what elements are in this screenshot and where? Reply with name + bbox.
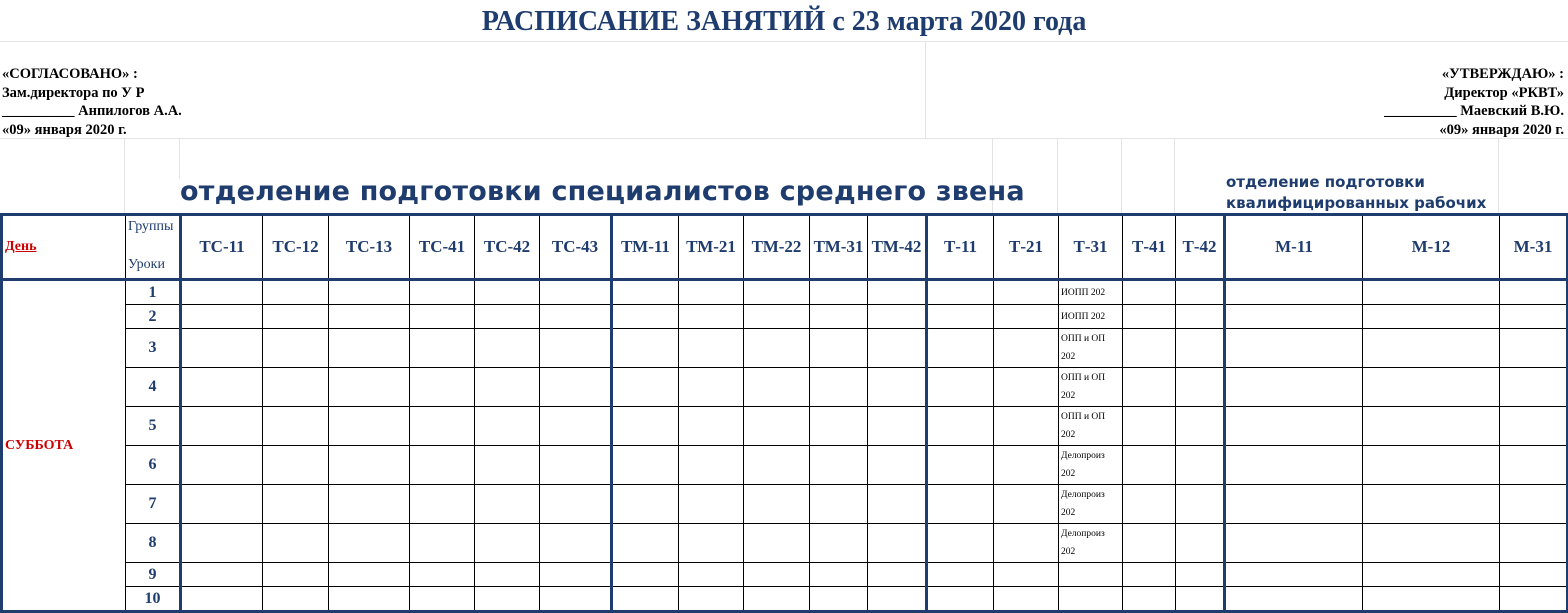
schedule-cell[interactable] [410, 524, 475, 563]
schedule-cell[interactable] [994, 563, 1059, 587]
approval-agreed-block [2, 65, 182, 139]
schedule-cell[interactable] [329, 563, 410, 587]
schedule-cell[interactable] [744, 280, 810, 305]
schedule-cell[interactable] [1176, 563, 1225, 587]
lesson-number: 6 [126, 446, 181, 485]
schedule-cell[interactable] [927, 280, 994, 305]
approval-agreed-date: «09» января 2020 г. [2, 121, 127, 138]
schedule-cell[interactable] [1123, 563, 1176, 587]
schedule-cell[interactable] [994, 305, 1059, 329]
schedule-cell[interactable] [868, 329, 927, 368]
schedule-cell[interactable] [1363, 368, 1500, 407]
schedule-cell[interactable] [679, 563, 744, 587]
lessons-label: Уроки [128, 257, 165, 272]
schedule-cell[interactable] [1500, 407, 1568, 446]
schedule-cell[interactable] [329, 305, 410, 329]
schedule-cell[interactable] [1363, 587, 1500, 612]
schedule-cell[interactable] [1176, 368, 1225, 407]
schedule-cell[interactable] [612, 587, 679, 612]
schedule-cell[interactable] [1123, 329, 1176, 368]
schedule-cell[interactable] [181, 329, 263, 368]
schedule-cell[interactable] [263, 485, 329, 524]
schedule-cell[interactable] [1176, 446, 1225, 485]
schedule-cell[interactable] [475, 329, 540, 368]
day-cell-saturday: СУББОТА [2, 280, 126, 612]
schedule-cell[interactable] [1123, 485, 1176, 524]
schedule-title: РАСПИСАНИЕ ЗАНЯТИЙ с 23 марта 2020 года [481, 6, 1087, 37]
schedule-cell[interactable] [868, 587, 927, 612]
schedule-cell[interactable] [744, 485, 810, 524]
schedule-cell[interactable] [540, 524, 612, 563]
schedule-cell[interactable] [540, 329, 612, 368]
schedule-cell[interactable] [1059, 329, 1123, 368]
schedule-cell[interactable] [329, 485, 410, 524]
schedule-cell[interactable] [410, 587, 475, 612]
schedule-cell[interactable] [927, 305, 994, 329]
approval-approved-heading: «УТВЕРЖДАЮ» : [1441, 66, 1564, 82]
schedule-cell[interactable] [1363, 329, 1500, 368]
lesson-number: 9 [126, 563, 181, 587]
approval-agreed-heading: «СОГЛАСОВАНО» : [2, 66, 138, 82]
lesson-entry-text: Делопроиз [1061, 529, 1105, 539]
schedule-cell[interactable] [612, 280, 679, 305]
schedule-cell[interactable] [927, 485, 994, 524]
schedule-cell[interactable] [263, 280, 329, 305]
schedule-cell[interactable] [810, 305, 868, 329]
group-header: ТС-43 [540, 215, 612, 280]
lesson-entry-text: 202 [1061, 469, 1076, 479]
schedule-cell[interactable] [810, 280, 868, 305]
lesson-number: 10 [126, 587, 181, 612]
schedule-cell[interactable] [475, 587, 540, 612]
lesson-entry-text: ИОПП 202 [1061, 287, 1106, 298]
lesson-entry-text: ИОПП 202 [1061, 311, 1106, 322]
schedule-cell[interactable] [181, 563, 263, 587]
schedule-cell[interactable] [1123, 446, 1176, 485]
schedule-cell[interactable] [744, 524, 810, 563]
schedule-cell[interactable] [679, 587, 744, 612]
schedule-cell[interactable] [1123, 524, 1176, 563]
schedule-cell[interactable] [181, 446, 263, 485]
lesson-number: 5 [126, 407, 181, 446]
schedule-cell[interactable] [1059, 446, 1123, 485]
schedule-cell[interactable] [1176, 305, 1225, 329]
schedule-cell[interactable] [679, 368, 744, 407]
lesson-row [2, 485, 1568, 524]
schedule-cell[interactable] [475, 280, 540, 305]
schedule-cell[interactable] [994, 329, 1059, 368]
schedule-cell[interactable] [181, 587, 263, 612]
group-header: ТМ-11 [612, 215, 679, 280]
schedule-cell[interactable] [1363, 524, 1500, 563]
schedule-cell[interactable] [744, 305, 810, 329]
lesson-row [2, 368, 1568, 407]
schedule-cell[interactable] [181, 305, 263, 329]
group-header: ТС-11 [181, 215, 263, 280]
schedule-cell[interactable] [994, 485, 1059, 524]
schedule-cell[interactable] [475, 524, 540, 563]
schedule-cell[interactable] [1123, 407, 1176, 446]
schedule-cell[interactable] [1123, 587, 1176, 612]
group-header: Т-41 [1123, 215, 1176, 280]
schedule-cell[interactable] [868, 280, 927, 305]
schedule-cell[interactable] [868, 563, 927, 587]
schedule-cell[interactable] [1225, 446, 1363, 485]
schedule-cell[interactable] [329, 407, 410, 446]
group-header: ТС-13 [329, 215, 410, 280]
schedule-cell[interactable] [540, 280, 612, 305]
lesson-entry-text: 202 [1061, 352, 1076, 362]
schedule-cell[interactable] [475, 305, 540, 329]
group-header: ТС-42 [475, 215, 540, 280]
group-header: Т-31 [1059, 215, 1123, 280]
lesson-row [2, 587, 1568, 612]
schedule-cell[interactable] [927, 587, 994, 612]
schedule-cell[interactable] [927, 563, 994, 587]
schedule-cell[interactable] [612, 485, 679, 524]
department-mid-level-heading: отделение подготовки специалистов среднего звена [180, 176, 1025, 207]
schedule-cell[interactable] [329, 524, 410, 563]
schedule-cell[interactable] [1059, 280, 1123, 305]
group-header: ТС-12 [263, 215, 329, 280]
schedule-cell[interactable] [868, 485, 927, 524]
lesson-number: 3 [126, 329, 181, 368]
schedule-cell[interactable] [868, 305, 927, 329]
schedule-cell[interactable] [1123, 280, 1176, 305]
schedule-cell[interactable] [744, 563, 810, 587]
day-column-header: День [2, 215, 126, 280]
lesson-row [2, 329, 1568, 368]
schedule-cell[interactable] [1059, 587, 1123, 612]
schedule-cell[interactable] [540, 587, 612, 612]
lesson-entry-text: 202 [1061, 547, 1076, 557]
schedule-cell[interactable] [810, 368, 868, 407]
schedule-cell[interactable] [612, 407, 679, 446]
group-header: ТМ-42 [868, 215, 927, 280]
schedule-cell[interactable] [1176, 587, 1225, 612]
groups-label: Группы [128, 219, 174, 234]
schedule-cell[interactable] [1059, 563, 1123, 587]
schedule-cell[interactable] [263, 563, 329, 587]
schedule-cell[interactable] [1500, 368, 1568, 407]
groups-lessons-header [126, 215, 181, 280]
group-header: М-11 [1225, 215, 1363, 280]
schedule-cell[interactable] [540, 407, 612, 446]
schedule-cell[interactable] [744, 368, 810, 407]
group-header: ТМ-22 [744, 215, 810, 280]
schedule-cell[interactable] [1225, 407, 1363, 446]
schedule-cell[interactable] [1500, 305, 1568, 329]
schedule-cell[interactable] [410, 305, 475, 329]
schedule-cell[interactable] [329, 587, 410, 612]
schedule-cell[interactable] [1500, 280, 1568, 305]
schedule-cell[interactable] [1363, 485, 1500, 524]
lesson-row [2, 280, 1568, 305]
schedule-cell[interactable] [744, 587, 810, 612]
group-header: ТМ-31 [810, 215, 868, 280]
schedule-cell[interactable] [994, 368, 1059, 407]
schedule-cell[interactable] [540, 485, 612, 524]
lesson-entry-text: ОПП и ОП [1061, 373, 1106, 383]
schedule-cell[interactable] [927, 368, 994, 407]
schedule-cell[interactable] [1225, 329, 1363, 368]
schedule-cell[interactable] [263, 446, 329, 485]
schedule-cell[interactable] [1225, 563, 1363, 587]
schedule-cell[interactable] [1500, 563, 1568, 587]
schedule-cell[interactable] [410, 446, 475, 485]
schedule-cell[interactable] [475, 407, 540, 446]
schedule-cell[interactable] [181, 280, 263, 305]
approval-approved-position: Директор «РКВТ» [1444, 84, 1564, 101]
lesson-entry-text: Делопроиз [1061, 490, 1105, 500]
schedule-cell[interactable] [263, 524, 329, 563]
schedule-cell[interactable] [810, 587, 868, 612]
schedule-cell[interactable] [744, 329, 810, 368]
schedule-cell[interactable] [612, 563, 679, 587]
lesson-entry-text: 202 [1061, 391, 1076, 401]
lesson-entry-text: ОПП и ОП [1061, 412, 1106, 422]
schedule-cell[interactable] [1500, 329, 1568, 368]
schedule-cell[interactable] [410, 563, 475, 587]
lesson-row [2, 446, 1568, 485]
schedule-cell[interactable] [868, 368, 927, 407]
schedule-cell[interactable] [1059, 485, 1123, 524]
schedule-cell[interactable] [181, 524, 263, 563]
schedule-cell[interactable] [612, 524, 679, 563]
schedule-cell[interactable] [1123, 305, 1176, 329]
schedule-cell[interactable] [1363, 305, 1500, 329]
lesson-row [2, 407, 1568, 446]
schedule-cell[interactable] [679, 524, 744, 563]
schedule-cell[interactable] [181, 485, 263, 524]
schedule-cell[interactable] [329, 329, 410, 368]
schedule-cell[interactable] [329, 280, 410, 305]
schedule-cell[interactable] [410, 407, 475, 446]
schedule-cell[interactable] [679, 305, 744, 329]
schedule-cell[interactable] [810, 563, 868, 587]
schedule-cell[interactable] [263, 305, 329, 329]
schedule-cell[interactable] [1225, 524, 1363, 563]
lesson-row [2, 563, 1568, 587]
lesson-number: 1 [126, 280, 181, 305]
group-header: М-31 [1500, 215, 1568, 280]
schedule-cell[interactable] [810, 446, 868, 485]
schedule-cell[interactable] [994, 524, 1059, 563]
schedule-cell[interactable] [181, 407, 263, 446]
schedule-cell[interactable] [612, 368, 679, 407]
schedule-cell[interactable] [612, 305, 679, 329]
schedule-cell[interactable] [810, 329, 868, 368]
schedule-cell[interactable] [475, 563, 540, 587]
schedule-cell[interactable] [1059, 305, 1123, 329]
schedule-cell[interactable] [810, 485, 868, 524]
lesson-number: 8 [126, 524, 181, 563]
approval-approved-signature: __________ Маевский В.Ю. [1384, 103, 1564, 119]
schedule-cell[interactable] [540, 368, 612, 407]
schedule-cell[interactable] [1500, 485, 1568, 524]
schedule-cell[interactable] [1225, 368, 1363, 407]
schedule-cell[interactable] [540, 305, 612, 329]
schedule-table [0, 213, 1568, 613]
schedule-cell[interactable] [1176, 407, 1225, 446]
schedule-cell[interactable] [927, 524, 994, 563]
schedule-cell[interactable] [1059, 524, 1123, 563]
schedule-cell[interactable] [410, 280, 475, 305]
schedule-cell[interactable] [263, 368, 329, 407]
lesson-number: 7 [126, 485, 181, 524]
approval-agreed-position: Зам.директора по У Р [2, 84, 145, 101]
schedule-cell[interactable] [1059, 407, 1123, 446]
schedule-cell[interactable] [868, 524, 927, 563]
schedule-cell[interactable] [1225, 587, 1363, 612]
schedule-cell[interactable] [1123, 368, 1176, 407]
schedule-cell[interactable] [927, 446, 994, 485]
schedule-cell[interactable] [868, 407, 927, 446]
group-header: Т-42 [1176, 215, 1225, 280]
schedule-cell[interactable] [540, 563, 612, 587]
lesson-row [2, 524, 1568, 563]
schedule-cell[interactable] [868, 446, 927, 485]
group-header: М-12 [1363, 215, 1500, 280]
schedule-cell[interactable] [612, 329, 679, 368]
lesson-entry-text: 202 [1061, 508, 1076, 518]
department-workers-line2: квалифицированных рабочих [1226, 194, 1487, 212]
schedule-cell[interactable] [1500, 524, 1568, 563]
group-header: Т-11 [927, 215, 994, 280]
schedule-cell[interactable] [475, 446, 540, 485]
schedule-cell[interactable] [679, 407, 744, 446]
schedule-cell[interactable] [1176, 485, 1225, 524]
schedule-cell[interactable] [540, 446, 612, 485]
schedule-cell[interactable] [475, 485, 540, 524]
schedule-cell[interactable] [994, 280, 1059, 305]
schedule-cell[interactable] [475, 368, 540, 407]
table-header-row [2, 215, 1568, 280]
lesson-number: 2 [126, 305, 181, 329]
lesson-entry-text: Делопроиз [1061, 451, 1105, 461]
lesson-entry-text: 202 [1061, 430, 1076, 440]
schedule-cell[interactable] [994, 446, 1059, 485]
schedule-cell[interactable] [1363, 563, 1500, 587]
group-header: ТС-41 [410, 215, 475, 280]
approval-approved-block [1384, 65, 1564, 139]
schedule-cell[interactable] [810, 524, 868, 563]
schedule-cell[interactable] [744, 446, 810, 485]
department-workers-line1: отделение подготовки [1226, 173, 1425, 191]
schedule-cell[interactable] [994, 407, 1059, 446]
schedule-cell[interactable] [679, 329, 744, 368]
schedule-cell[interactable] [1176, 329, 1225, 368]
schedule-cell[interactable] [1176, 280, 1225, 305]
group-header: ТМ-21 [679, 215, 744, 280]
schedule-cell[interactable] [679, 446, 744, 485]
schedule-cell[interactable] [1176, 524, 1225, 563]
schedule-cell[interactable] [329, 368, 410, 407]
schedule-cell[interactable] [744, 407, 810, 446]
schedule-cell[interactable] [410, 368, 475, 407]
schedule-cell[interactable] [263, 587, 329, 612]
schedule-cell[interactable] [1225, 280, 1363, 305]
lesson-number: 4 [126, 368, 181, 407]
schedule-cell[interactable] [1500, 446, 1568, 485]
lesson-row [2, 305, 1568, 329]
lesson-entry-text: ОПП и ОП [1061, 334, 1106, 344]
schedule-cell[interactable] [612, 446, 679, 485]
schedule-cell[interactable] [263, 407, 329, 446]
schedule-cell[interactable] [410, 485, 475, 524]
schedule-cell[interactable] [263, 329, 329, 368]
schedule-cell[interactable] [1500, 587, 1568, 612]
schedule-cell[interactable] [181, 368, 263, 407]
schedule-cell[interactable] [1225, 305, 1363, 329]
schedule-cell[interactable] [927, 329, 994, 368]
schedule-cell[interactable] [1363, 407, 1500, 446]
schedule-cell[interactable] [679, 485, 744, 524]
schedule-cell[interactable] [679, 280, 744, 305]
approval-approved-date: «09» января 2020 г. [1439, 121, 1564, 138]
department-workers-heading [1226, 172, 1486, 214]
schedule-cell[interactable] [329, 446, 410, 485]
schedule-cell[interactable] [1225, 485, 1363, 524]
schedule-cell[interactable] [994, 587, 1059, 612]
approval-agreed-signature: __________ Анпилогов А.А. [2, 103, 182, 119]
schedule-cell[interactable] [410, 329, 475, 368]
group-header: Т-21 [994, 215, 1059, 280]
schedule-cell[interactable] [927, 407, 994, 446]
schedule-cell[interactable] [1363, 446, 1500, 485]
schedule-cell[interactable] [1059, 368, 1123, 407]
schedule-cell[interactable] [1363, 280, 1500, 305]
schedule-cell[interactable] [810, 407, 868, 446]
